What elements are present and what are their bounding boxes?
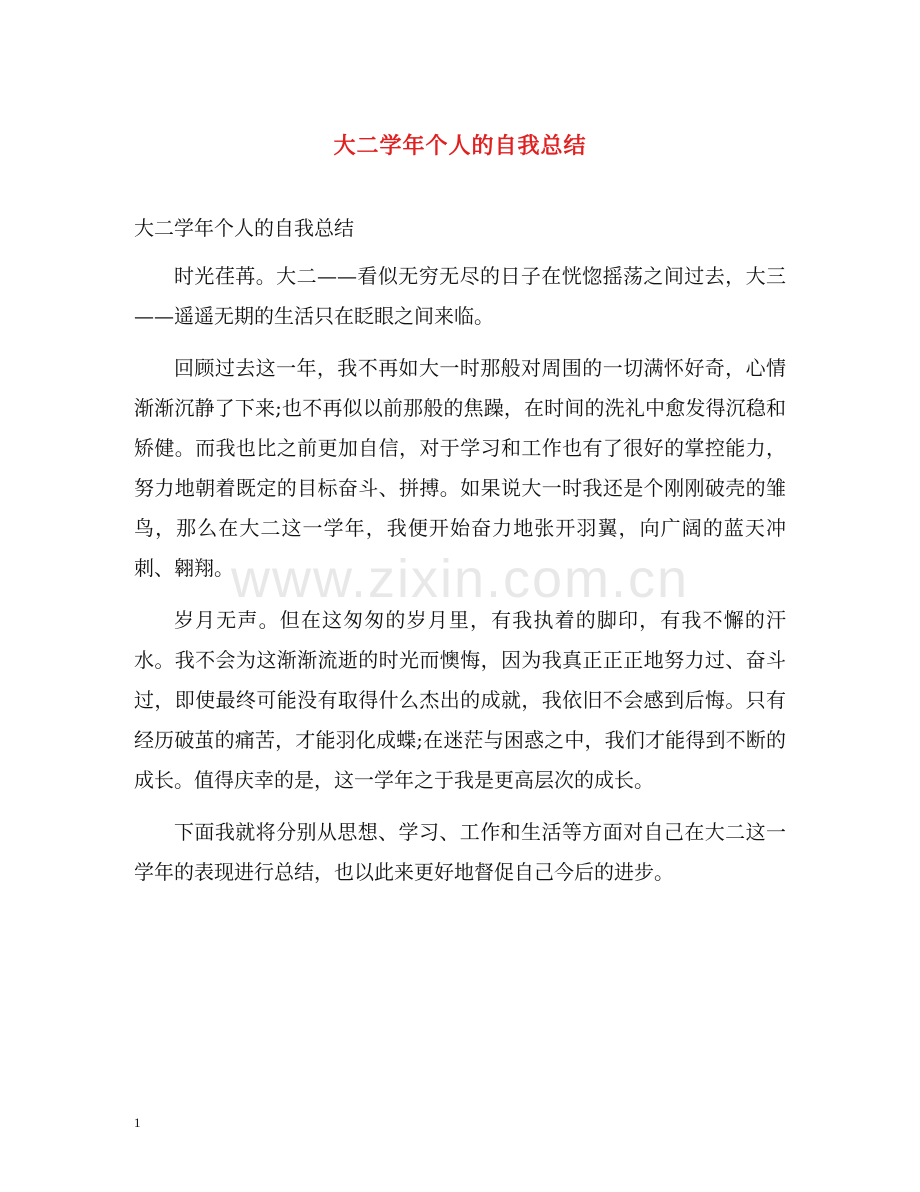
watermark: www.zixin.com.cn [230,549,690,609]
document-title: 大二学年个人的自我总结 [333,133,587,159]
paragraph-2: 回顾过去这一年，我不再如大一时那般对周围的一切满怀好奇，心情渐渐沉静了下来;也不再似以前那般的焦躁，在时间的洗礼中愈发得沉稳和矫健。而我也比之前更加自信，对于学习和工作也有了很好的掌控能力，努力地朝着既定的目标奋斗、拼搏。如果说大一时我还是个刚刚破壳的雏鸟，那么在大二这一学年，我便开始奋力地张开羽翼，向广阔的蓝天冲刺、翱翔。 [134,356,786,580]
paragraph-3: 岁月无声。但在这匆匆的岁月里，有我执着的脚印，有我不懈的汗水。我不会为这渐渐流逝的时光而懊悔，因为我真正正正地努力过、奋斗过，即使最终可能没有取得什么杰出的成就，我依旧不会感到后悔。只有经历破茧的痛苦，才能羽化成蝶;在迷茫与困惑之中，我们才能得到不断的成长。值得庆幸的是，这一学年之于我是更高层次的成长。 [134,608,786,792]
document-body [134,212,786,904]
paragraph-1: 时光荏苒。大二——看似无穷无尽的日子在恍惚摇荡之间过去，大三——遥遥无期的生活只在眨眼之间来临。 [134,264,786,328]
paragraph-4: 下面我就将分别从思想、学习、工作和生活等方面对自己在大二这一学年的表现进行总结，也以此来更好地督促自己今后的进步。 [134,820,786,884]
section-heading: 大二学年个人的自我总结 [134,216,354,240]
page-number: 1 [134,1115,141,1130]
